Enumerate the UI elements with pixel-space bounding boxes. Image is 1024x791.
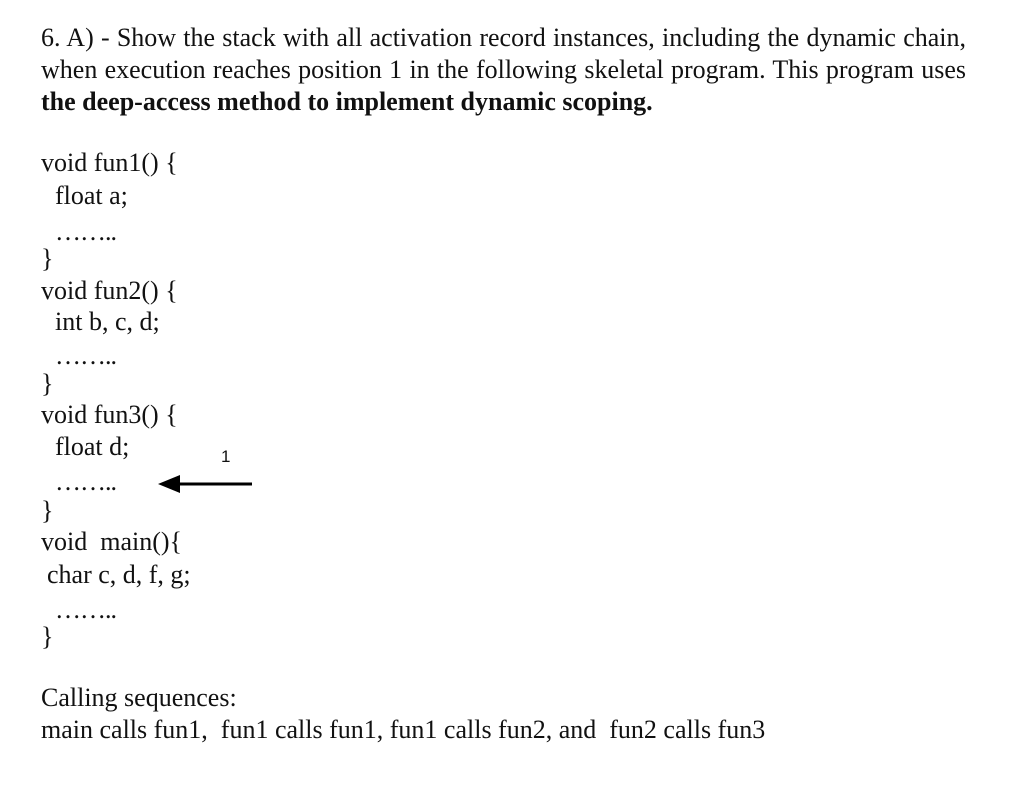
position-1-label: 1 — [221, 447, 231, 466]
question-emphasis: the deep-access method to implement dynamic scoping. — [41, 87, 653, 116]
question-text — [41, 22, 966, 118]
fun1-declaration: float a; — [55, 181, 128, 210]
main-declaration: char c, d, f, g; — [47, 560, 191, 589]
main-close-brace: } — [41, 622, 54, 651]
main-body-ellipsis: …….. — [55, 595, 116, 624]
left-arrow-icon — [158, 472, 254, 501]
fun3-declaration: float d; — [55, 432, 130, 461]
fun1-close-brace: } — [41, 244, 54, 273]
calling-sequences-heading: Calling sequences: — [41, 683, 237, 712]
question-intro: 6. A) - Show the stack with all activation record instances, including the dynamic chain, when execution reaches position 1 in the following skeletal program. This program uses — [41, 23, 966, 84]
fun2-body-ellipsis: …….. — [55, 341, 116, 370]
fun2-declaration: int b, c, d; — [55, 307, 160, 336]
fun1-header: void fun1() { — [41, 148, 178, 177]
fun1-body-ellipsis: …….. — [55, 217, 116, 246]
calling-sequences-text: main calls fun1, fun1 calls fun1, fun1 calls fun2, and fun2 calls fun3 — [41, 715, 766, 744]
fun2-header: void fun2() { — [41, 276, 178, 305]
fun3-header: void fun3() { — [41, 400, 178, 429]
fun2-close-brace: } — [41, 369, 54, 398]
fun3-close-brace: } — [41, 496, 54, 525]
fun3-body-ellipsis: …….. — [55, 467, 116, 496]
main-header: void main(){ — [41, 527, 183, 556]
